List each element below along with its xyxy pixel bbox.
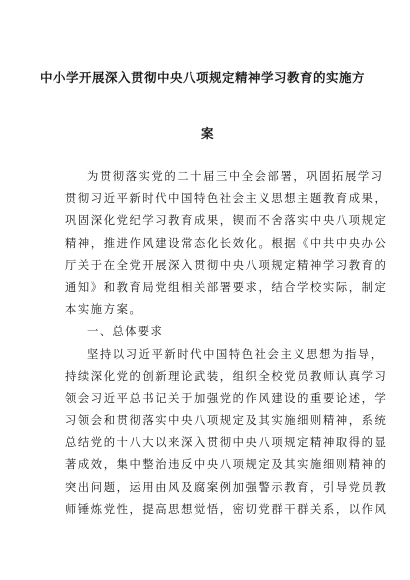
paragraph-line: 坚持以习近平新时代中国特色社会主义思想为指导， — [87, 347, 384, 361]
paragraph-line: 著成效，集中整治违反中央八项规定及其实施细则精神的 — [65, 458, 388, 472]
section-heading: 一、总体要求 — [87, 325, 164, 339]
paragraph-line: 习领会和贯彻落实中央八项规定及其实施细则精神，系统 — [65, 414, 388, 428]
paragraph-line: 突出问题，运用由风及腐案例加强警示教育，引导党员教 — [65, 480, 388, 494]
paragraph-line: 通知》和教育局党组相关部署要求，结合学校实际，制定 — [65, 280, 388, 294]
paragraph-line: 精神，推进作风建设常态化长效化。根据《中共中央办公 — [65, 236, 388, 250]
document-body — [65, 166, 388, 521]
paragraph-line: 总结党的十八大以来深入贯彻中央八项规定精神取得的显 — [65, 436, 388, 450]
paragraph-line: 领会习近平总书记关于加强党的作风建设的重要论述，学 — [65, 391, 388, 405]
paragraph-line: 为贯彻落实党的二十届三中全会部署，巩固拓展学习 — [87, 170, 384, 183]
paragraph-line: 持续深化党的创新理论武装，组织全校党员教师认真学习 — [65, 369, 388, 383]
paragraph-line: 厅关于在全党开展深入贯彻中央八项规定精神学习教育的 — [65, 258, 388, 272]
document-title-line-2: 案 — [200, 126, 214, 141]
paragraph-line: 贯彻习近平新时代中国特色社会主义思想主题教育成果， — [65, 192, 388, 206]
document-title-line-1: 中小学开展深入贯彻中央八项规定精神学习教育的实施方 — [40, 70, 366, 85]
paragraph-line: 本实施方案。 — [65, 303, 143, 317]
paragraph-line: 巩固深化党纪学习教育成果，锲而不舍落实中央八项规定 — [65, 214, 388, 228]
paragraph-line: 师锤炼党性，提高思想觉悟，密切党群干群关系，以作风 — [65, 502, 388, 516]
